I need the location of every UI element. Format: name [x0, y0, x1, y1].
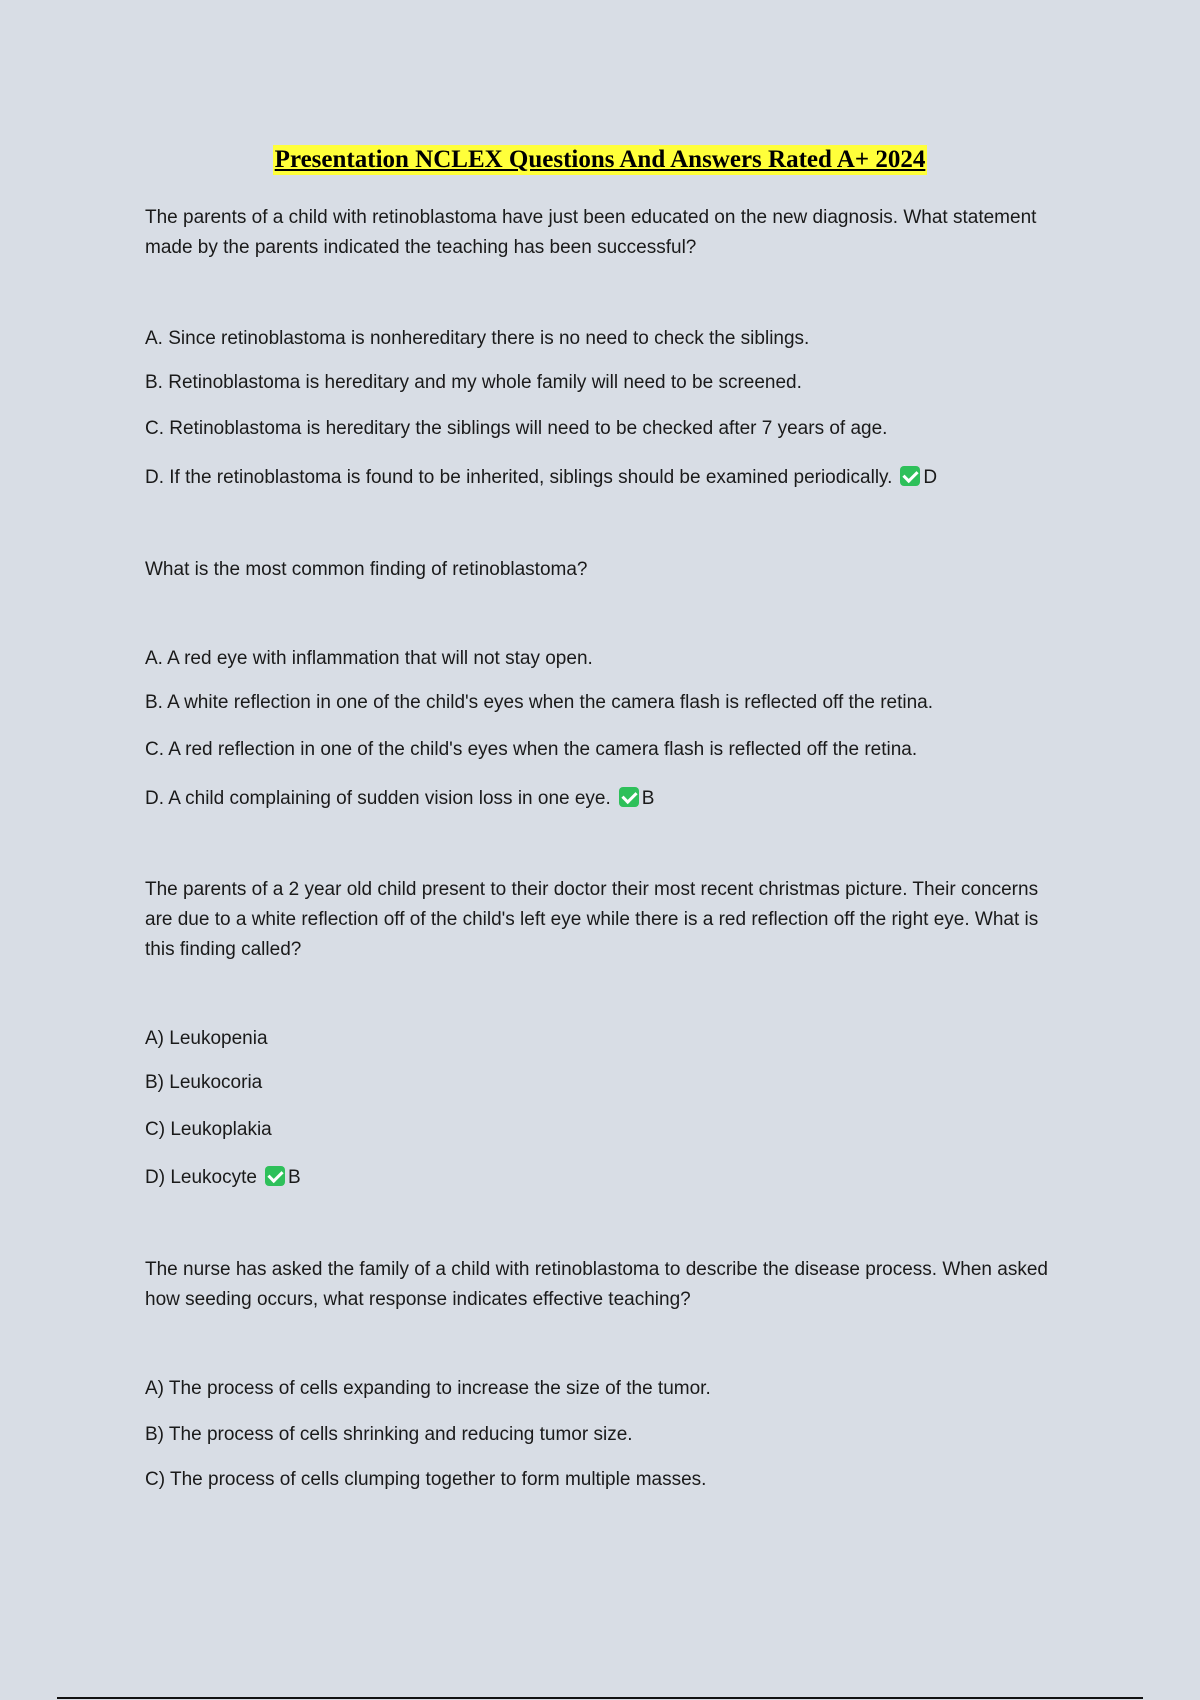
question-1-option-b: B. Retinoblastoma is hereditary and my whole family will need to be screened.: [145, 372, 802, 393]
question-1-answer: D: [923, 467, 938, 488]
checkmark-icon: [900, 466, 920, 486]
question-3-option-b: B) Leukocoria: [145, 1072, 263, 1093]
question-1-text: The parents of a child with retinoblastoma have just been educated on the new diagnosis. What statement made by the parents indicated the teaching has been successful?: [145, 207, 1037, 258]
question-3-option-d: [145, 1165, 1145, 1191]
checkmark-icon: [619, 787, 639, 807]
checkmark-icon: [265, 1166, 285, 1186]
question-2-option-b: B. A white reflection in one of the child's eyes when the camera flash is reflected off the retina.: [145, 692, 933, 713]
question-4-option-a: A) The process of cells expanding to increase the size of the tumor.: [145, 1378, 711, 1399]
question-2-option-d: [145, 786, 1145, 812]
question-1-option-c: C. Retinoblastoma is hereditary the siblings will need to be checked after 7 years of age.: [145, 418, 888, 439]
question-2-text: What is the most common finding of retinoblastoma?: [145, 559, 588, 580]
question-3-answer: B: [287, 1167, 301, 1188]
question-2-option-c: C. A red reflection in one of the child's eyes when the camera flash is reflected off the retina.: [145, 739, 918, 760]
question-2-option-d-text: D. A child complaining of sudden vision loss in one eye.: [145, 788, 611, 809]
question-3-option-d-text: D) Leukocyte: [145, 1167, 257, 1188]
question-3-option-c: C) Leukoplakia: [145, 1119, 272, 1140]
question-4-text: The nurse has asked the family of a child with retinoblastoma to describe the disease process. When asked how seeding occurs, what response indicates effective teaching?: [145, 1259, 1048, 1310]
question-4-option-b: B) The process of cells shrinking and reducing tumor size.: [145, 1424, 633, 1445]
question-2-option-a: A. A red eye with inflammation that will not stay open.: [145, 648, 593, 669]
question-1-option-d-text: D. If the retinoblastoma is found to be inherited, siblings should be examined periodically.: [145, 467, 893, 488]
question-2-answer: B: [641, 788, 655, 809]
title-wrap: [0, 145, 1200, 175]
question-1-option-a: A. Since retinoblastoma is nonhereditary there is no need to check the siblings.: [145, 328, 810, 349]
question-1-option-d: [145, 465, 1145, 491]
question-3-option-a: A) Leukopenia: [145, 1028, 268, 1049]
question-3-text: The parents of a 2 year old child present to their doctor their most recent christmas picture. Their concerns are due to a white reflection off of the child's left eye while there is a red reflection off the right eye. What is this finding called?: [145, 879, 1039, 960]
question-4-option-c: C) The process of cells clumping together to form multiple masses.: [145, 1469, 707, 1490]
footer-divider: [57, 1697, 1143, 1699]
document-title: Presentation NCLEX Questions And Answers Rated A+ 2024: [274, 146, 926, 173]
